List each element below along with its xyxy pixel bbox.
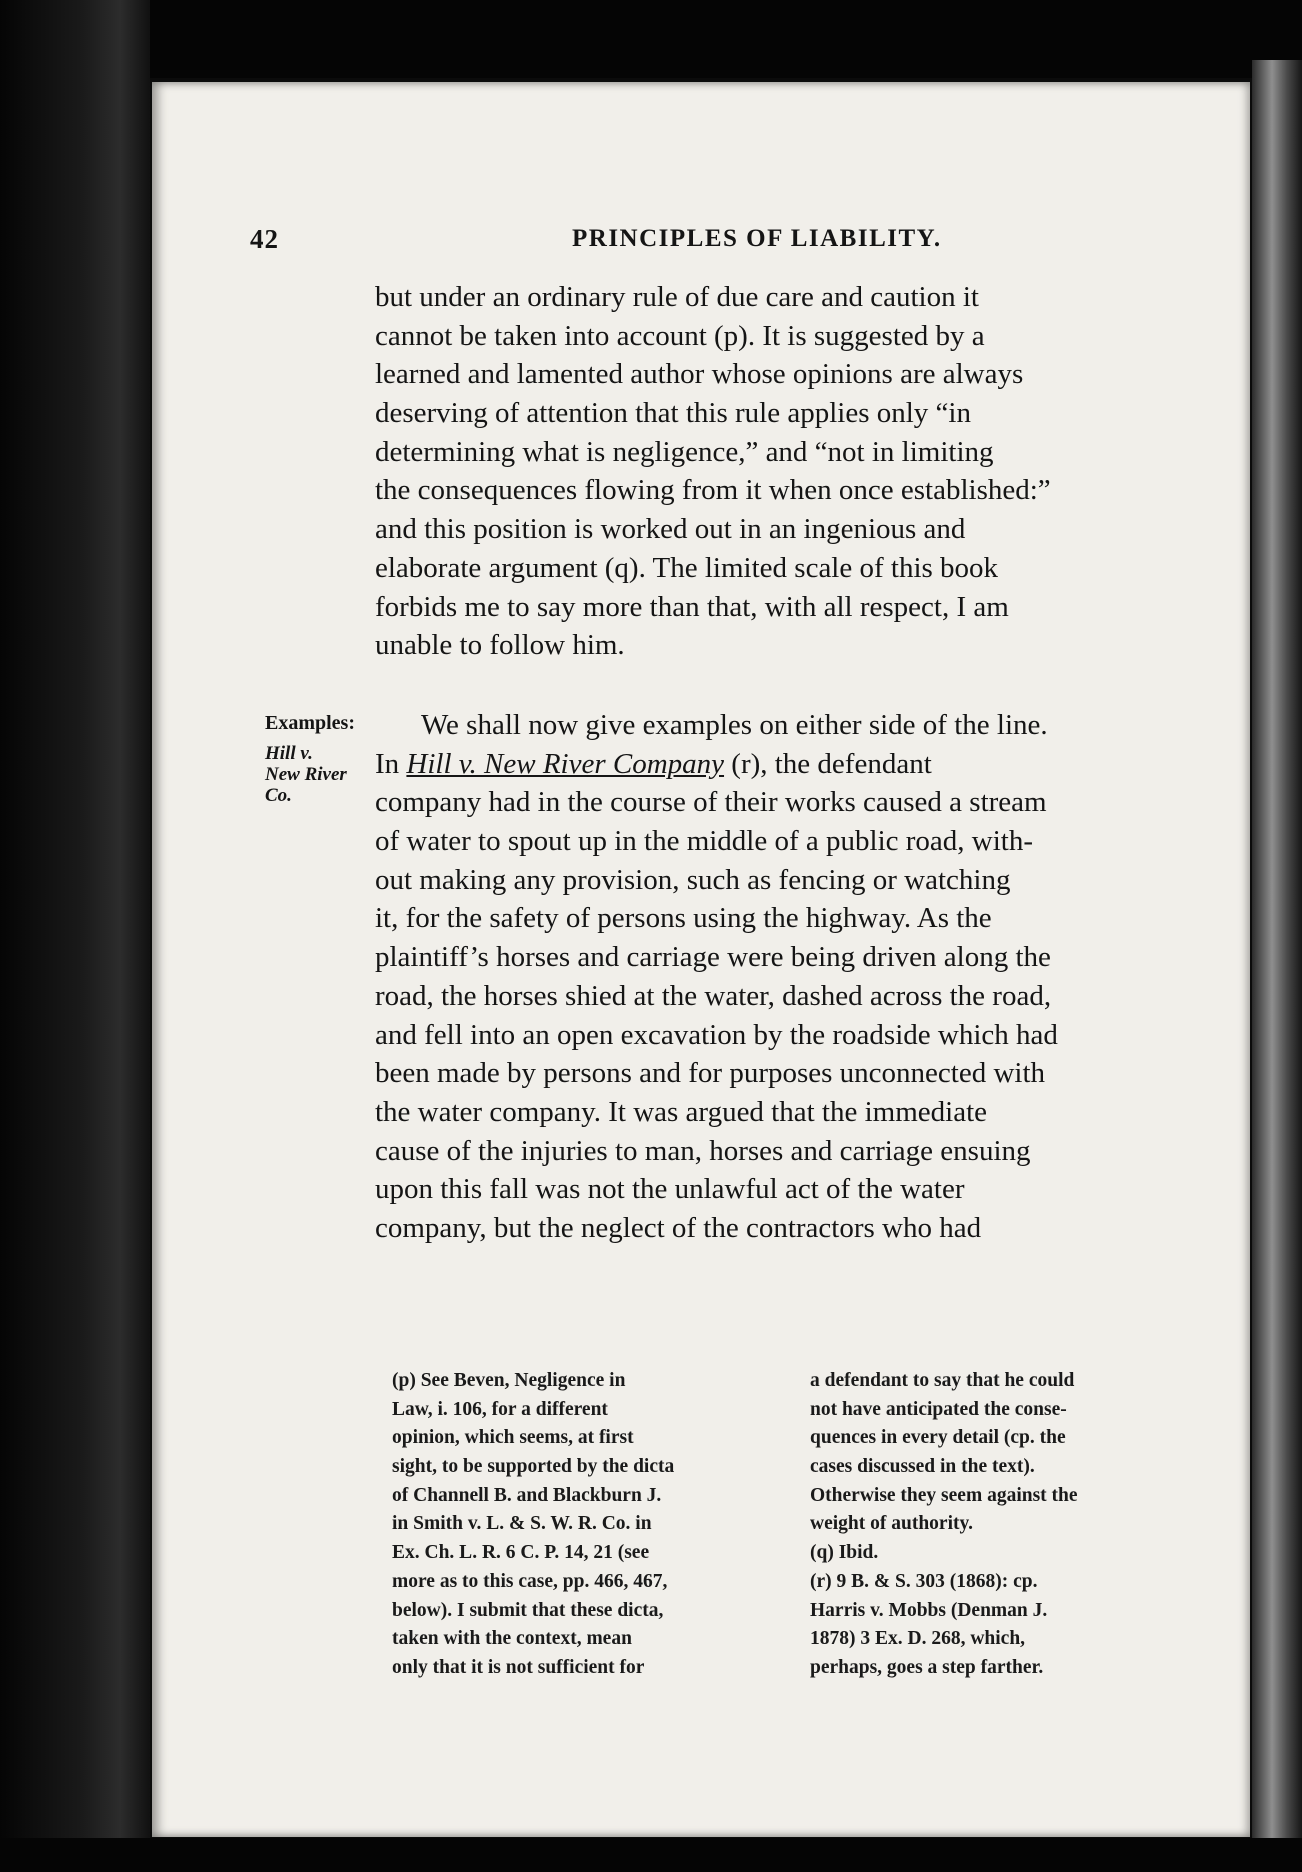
margin-case-title [265,743,375,806]
running-head: PRINCIPLES OF LIABILITY. [572,225,942,252]
text-line [375,745,1287,784]
scan-top-border [0,0,1302,78]
text-line: been made by persons and for purposes unconnected with [375,1057,1046,1090]
footnote-line: more as to this case, pp. 466, 467, [392,1570,668,1592]
text-line: but under an ordinary rule of due care and caution it [375,281,979,313]
footnote-line: opinion, which seems, at first [392,1427,634,1449]
page-number: 42 [250,224,279,254]
text-line: of water to spout up in the middle of a public road, with- [375,825,1033,858]
footnote-line: weight of authority. [810,1513,974,1535]
footnote-line: sight, to be supported by the dicta [392,1456,675,1478]
footnote-line: cases discussed in the text). [810,1456,1035,1478]
footnote-line: Otherwise they seem against the [810,1484,1078,1506]
footnote-line: Harris v. Mobbs (Denman J. [810,1599,1048,1621]
footnote-line: of Channell B. and Blackburn J. [392,1484,662,1506]
footnote-line: (q) Ibid. [810,1542,879,1564]
margin-heading: Examples: [265,712,355,734]
text-line: upon this fall was not the unlawful act of the water [375,1173,965,1206]
text-line: road, the horses shied at the water, dashed across the road, [375,979,1052,1012]
footnote-line: taken with the context, mean [392,1628,632,1650]
text-line: company had in the course of their works caused a stream [375,786,1047,819]
text-line: it, for the safety of persons using the highway. As the [375,902,992,935]
footnote-line: perhaps, goes a step farther. [810,1656,1044,1678]
top-paragraph [375,278,1287,665]
book-page [152,82,1250,1837]
text-line: the consequences flowing from it when once established:” [375,474,1051,507]
footnote-line: (r) 9 B. & S. 303 (1868): cp. [810,1570,1038,1592]
footnotes-right-column [810,1367,1250,1683]
main-paragraph [375,706,1287,1248]
footnote-line: (p) See Beven, Negligence in [392,1370,626,1391]
footnotes-left-column [392,1367,787,1683]
text-line: learned and lamented author whose opinions are always [375,358,1024,391]
margin-case-line: Co. [265,785,292,806]
text-line: deserving of attention that this rule applies only “in [375,397,971,430]
text-line: and this position is worked out in an ingenious and [375,513,966,546]
text-line: determining what is negligence,” and “not in limiting [375,435,994,468]
margin-case-line: New River [265,764,347,785]
text-line: We shall now give examples on either side of the line. [421,709,1048,741]
text-line: cannot be taken into account (p). It is suggested by a [375,319,985,352]
footnote-line: only that it is not sufficient for [392,1656,645,1678]
footnote-line: Law, i. 106, for a different [392,1398,608,1420]
text-line: company, but the neglect of the contractors who had [375,1211,982,1244]
footnote-line: 1878) 3 Ex. D. 268, which, [810,1628,1026,1650]
case-link[interactable]: Hill v. New River Company [406,747,725,780]
text-fragment: (r), the defendant [724,747,932,780]
footnote-line: below). I submit that these dicta, [392,1599,664,1621]
book-binding [0,0,150,1872]
text-line: unable to follow him. [375,629,625,662]
margin-note [265,713,375,806]
footnote-line: Ex. Ch. L. R. 6 C. P. 14, 21 (see [392,1542,650,1564]
text-line: out making any provision, such as fencing or watching [375,863,1011,896]
scan-bottom-border [0,1838,1302,1872]
text-line: the water company. It was argued that the immediate [375,1095,988,1128]
footnote-line: in Smith v. L. & S. W. R. Co. in [392,1513,652,1535]
text-line: cause of the injuries to man, horses and carriage ensuing [375,1134,1031,1167]
text-line: and fell into an open excavation by the roadside which had [375,1018,1058,1051]
footnote-line: a defendant to say that he could [810,1370,1075,1391]
footnote-line: not have anticipated the conse- [810,1398,1067,1420]
text-line: forbids me to say more than that, with all respect, I am [375,590,1009,623]
text-line: plaintiff’s horses and carriage were being driven along the [375,941,1051,974]
margin-case-line: Hill v. [265,743,313,764]
footnote-line: quences in every detail (cp. the [810,1427,1066,1449]
text-fragment: In [375,747,407,780]
text-line: elaborate argument (q). The limited scale of this book [375,551,999,584]
